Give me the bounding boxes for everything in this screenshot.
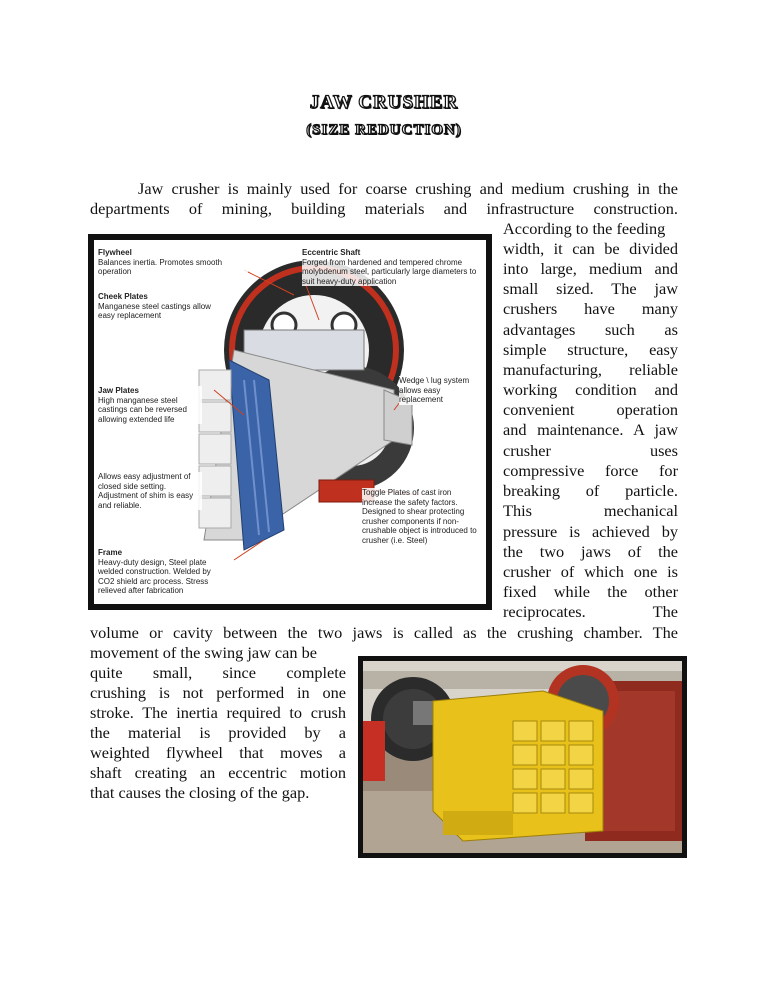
paragraph-line: reciprocates. The xyxy=(503,602,678,621)
frame-caption-title: Frame xyxy=(98,548,123,557)
paragraph-line: This mechanical xyxy=(503,501,678,520)
paragraph-line: convenient operation xyxy=(503,400,678,419)
paragraph-line: According to the feeding xyxy=(503,219,666,238)
paragraph-line: crushing is not performed in one xyxy=(90,683,346,702)
paragraph-line: movement of the swing jaw can be xyxy=(90,643,317,662)
shim-caption-text: Allows easy adjustment of closed side setting. Adjustment of shim is easy and reliable. xyxy=(98,472,194,510)
paragraph-line: weighted flywheel that moves a xyxy=(90,743,346,762)
cheek-plates-caption xyxy=(98,292,222,321)
paragraph-line: manufacturing, reliable xyxy=(503,360,678,379)
toggle-plates-caption-text: Toggle Plates of cast iron increase the safety factors. Designed to shear protecting crusher components if non-crushable object is introduced to crusher (i.e. Steel) xyxy=(362,488,477,545)
eccentric-shaft-caption xyxy=(302,248,480,286)
paragraph-line: fixed while the other xyxy=(503,582,678,601)
jaw-plates-caption xyxy=(98,386,202,424)
paragraph-line: crusher uses xyxy=(503,441,678,460)
paragraph-line: crusher of which one is xyxy=(503,562,678,581)
paragraph-line: small sized. The jaw xyxy=(503,279,678,298)
paragraph-line: width, it can be divided xyxy=(503,239,678,258)
cheek-plates-caption-text: Manganese steel castings allow easy replacement xyxy=(98,301,211,320)
paragraph-line: the material is provided by a xyxy=(90,723,346,742)
flywheel-caption-text: Balances inertia. Promotes smooth operation xyxy=(98,257,223,276)
jaw-plates-caption-title: Jaw Plates xyxy=(98,386,139,395)
flywheel-caption-title: Flywheel xyxy=(98,248,132,257)
paragraph-line: volume or cavity between the two jaws is called as the crushing chamber. The xyxy=(90,623,678,642)
paragraph-line: Jaw crusher is mainly used for coarse crushing and medium crushing in the xyxy=(138,179,678,198)
paragraph-line: departments of mining, building materials and infrastructure construction. xyxy=(90,199,678,218)
paragraph-line: advantages such as xyxy=(503,320,678,339)
paragraph-line: and maintenance. A jaw xyxy=(503,420,678,439)
jaw-crusher-photo xyxy=(358,656,687,858)
paragraph-line: the two jaws of the xyxy=(503,542,678,561)
toggle-plates-caption xyxy=(362,488,482,545)
paragraph-line: simple structure, easy xyxy=(503,340,678,359)
document-subtitle: (SIZE REDUCTION) xyxy=(306,122,462,138)
paragraph-line: crushers have many xyxy=(503,299,678,318)
eccentric-shaft-caption-title: Eccentric Shaft xyxy=(302,248,361,257)
paragraph-line: working condition and xyxy=(503,380,678,399)
paragraph-line: into large, medium and xyxy=(503,259,678,278)
jaw-plates-caption-text: High manganese steel castings can be reversed allowing extended life xyxy=(98,395,187,424)
wedge-caption-text: Wedge \ lug system allows easy replacement xyxy=(399,376,470,404)
wedge-caption xyxy=(399,376,481,405)
paragraph-line: quite small, since complete xyxy=(90,663,346,682)
frame-caption-text: Heavy-duty design, Steel plate welded construction. Welded by CO2 shield arc process. Stress relieved after fabrication xyxy=(98,557,211,595)
paragraph-line: stroke. The inertia required to crush xyxy=(90,703,346,722)
paragraph-line: compressive force for xyxy=(503,461,678,480)
paragraph-line: pressure is achieved by xyxy=(503,522,678,541)
jaw-crusher-cutaway-figure xyxy=(88,234,492,610)
flywheel-caption xyxy=(98,248,248,277)
paragraph-line: breaking of particle. xyxy=(503,481,678,500)
frame-caption xyxy=(98,548,226,596)
paragraph-line: that causes the closing of the gap. xyxy=(90,783,310,802)
shim-caption xyxy=(98,472,202,510)
cheek-plates-caption-title: Cheek Plates xyxy=(98,292,148,301)
paragraph-line: shaft creating an eccentric motion xyxy=(90,763,346,782)
document-title: JAW CRUSHER xyxy=(309,92,459,113)
eccentric-shaft-caption-text: Forged from hardened and tempered chrome molybdenum steel, particularly large diameters to suit heavy-duty application xyxy=(302,257,477,286)
crusher-photo-illustration xyxy=(363,661,682,853)
